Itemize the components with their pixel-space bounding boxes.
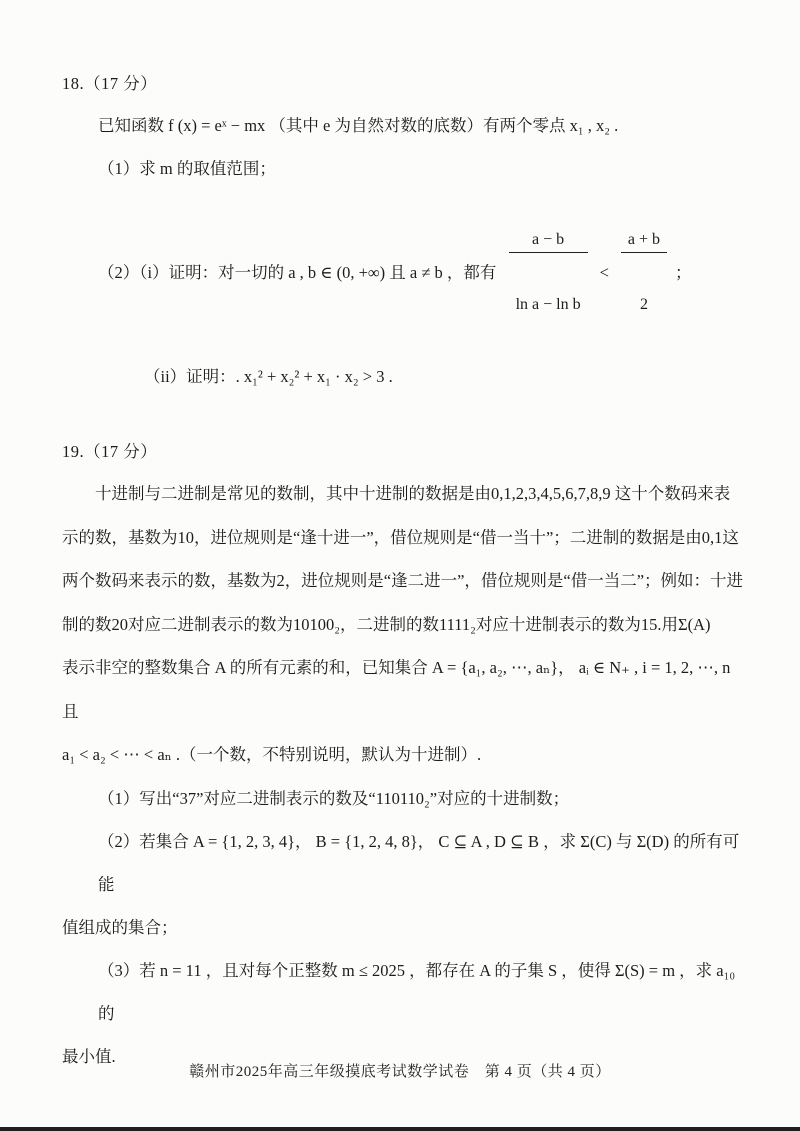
q19-paragraph-line: 十进制与二进制是常见的数制，其中十进制的数据是由0,1,2,3,4,5,6,7,8,9 这十个数码来表: [95, 484, 731, 503]
question-19: [62, 432, 746, 1078]
fraction-right-numerator: a + b: [621, 230, 667, 253]
question-18: [62, 64, 746, 398]
question-19-part3-line2: 最小值.: [62, 1046, 116, 1066]
section-gap: [62, 398, 746, 432]
q19-paragraph-line: 制的数20对应二进制表示的数为10100₂，二进制的数1111₂对应十进制表示的数为15.用Σ(A): [62, 614, 711, 634]
less-than-sign: <: [599, 263, 609, 282]
fraction-right: [621, 190, 667, 355]
question-18-number: 18.（17 分）: [62, 74, 158, 93]
q19-paragraph-line: 表示非空的整数集合 A 的所有元素的和，已知集合 A = {a₁, a₂, ⋯, aₙ}， aᵢ ∈ N₊ , i = 1, 2, ⋯, n 且: [62, 658, 731, 721]
question-19-part2-line2: 值组成的集合；: [62, 917, 178, 937]
q19-paragraph-line: 示的数，基数为10，进位规则是“逢十进一”，借位规则是“借一当十”；二进制的数据是由0,1这: [62, 527, 739, 547]
page-footer: 赣州市2025年高三年级摸底考试数学试卷 第 4 页（共 4 页）: [189, 1064, 611, 1080]
question-19-part3-line1: （3）若 n = 11 ，且对每个正整数 m ≤ 2025 ，都存在 A 的子集 S ，使得 Σ(S) = m ，求 a₁₀ 的: [98, 960, 736, 1023]
fraction-left-denominator: ln a − ln b: [515, 296, 581, 313]
fraction-right-denominator: 2: [639, 296, 648, 313]
q19-paragraph-line: a₁ < a₂ < ⋯ < aₙ .（一个数，不特别说明，默认为十进制）.: [62, 745, 482, 764]
question-18-part1: （1）求 m 的取值范围；: [98, 159, 276, 178]
scan-edge-artifact: [0, 1127, 800, 1131]
question-19-part1: （1）写出“37”对应二进制表示的数及“110110₂”对应的十进制数；: [98, 788, 570, 808]
question-18-intro: 已知函数 f (x) = eˣ − mx （其中 e 为自然对数的底数）有两个零点 x₁ , x₂ .: [98, 116, 619, 135]
question-18-part2i: [62, 190, 746, 355]
question-19-part2-line1: （2）若集合 A = {1, 2, 3, 4}， B = {1, 2, 4, 8}， C ⊆ A , D ⊆ B ，求 Σ(C) 与 Σ(D) 的所有可能: [98, 831, 740, 894]
q19-paragraph-line: 两个数码来表示的数，基数为2，进位规则是“逢二进一”，借位规则是“借一当二”；例如：十进: [62, 571, 744, 590]
question-18-part2i-text: （2）（i）证明：对一切的 a , b ∈ (0, +∞) 且 a ≠ b ，都有: [98, 263, 501, 282]
question-19-number: 19.（17 分）: [62, 442, 158, 461]
question-18-part2ii: （ii）证明：. x₁² + x₂² + x₁ · x₂ > 3 .: [144, 367, 393, 386]
fraction-left: [509, 190, 588, 355]
fraction-left-numerator: a − b: [509, 230, 588, 253]
question-18-part2i-punct: ；: [675, 263, 692, 282]
